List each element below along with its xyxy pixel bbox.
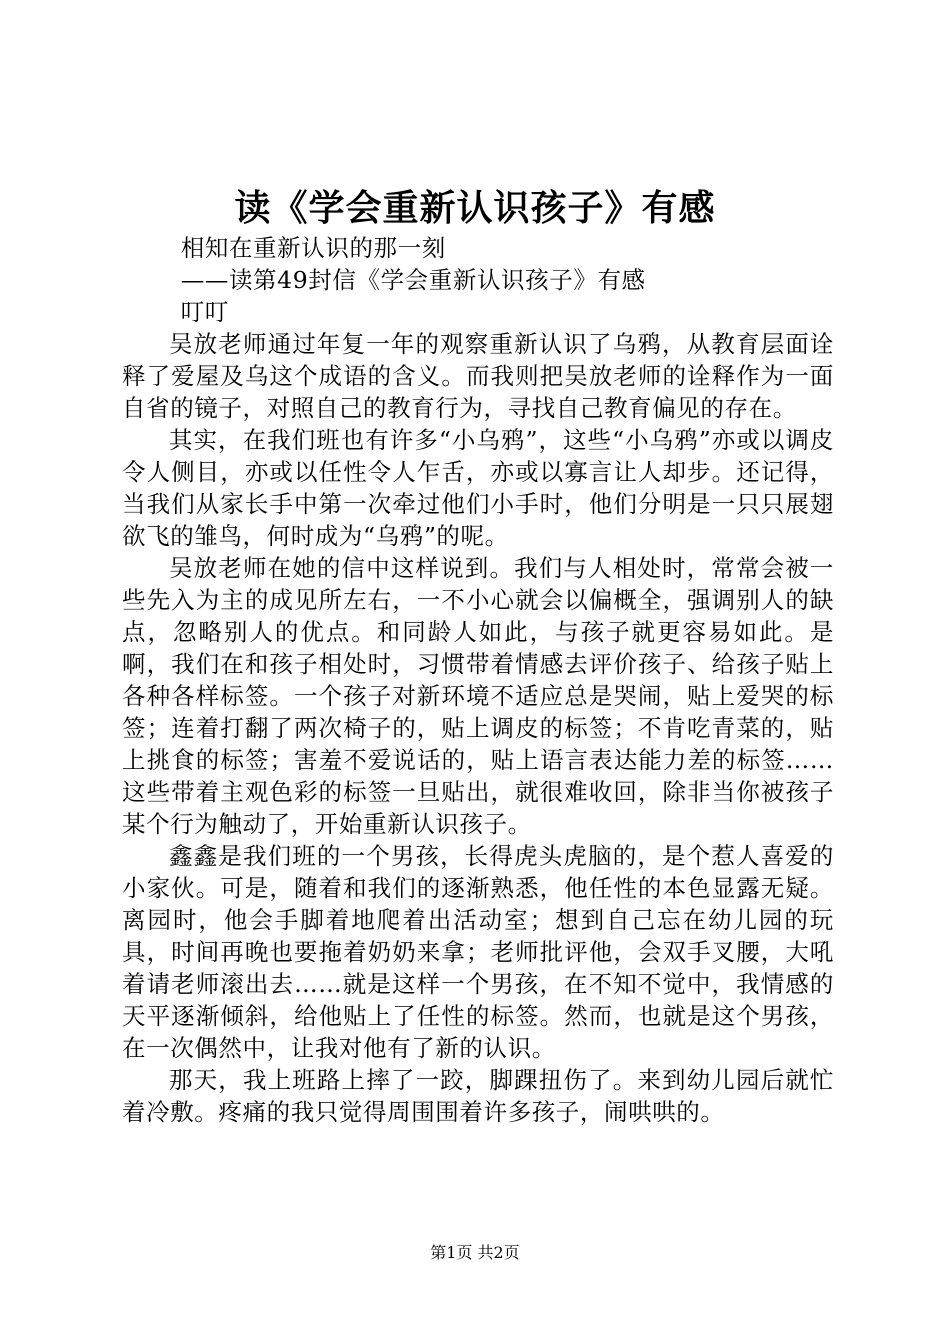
paragraph: 那天，我上班路上摔了一跤，脚踝扭伤了。来到幼儿园后就忙着冷敷。疼痛的我只觉得周围围着许多孩子，闹哄哄的。 (122, 1066, 834, 1126)
paragraph: 其实，在我们班也有许多“小乌鸦”，这些“小乌鸦”亦或以调皮令人侧目，亦或以任性令人乍舌，亦或以寡言让人却步。还记得，当我们从家长手中第一次牵过他们小手时，他们分明是一只只展翅欲飞的雏鸟，何时成为“乌鸦”的呢。 (122, 426, 834, 550)
subtitle-line: 相知在重新认识的那一刻 (180, 234, 446, 262)
document-title: 读《学会重新认识孩子》有感 (234, 187, 716, 229)
subtitle-source-line: ——读第49封信《学会重新认识孩子》有感 (180, 266, 646, 294)
paragraph: 鑫鑫是我们班的一个男孩，长得虎头虎脑的，是个惹人喜爱的小家伙。可是，随着和我们的逐渐熟悉，他任性的本色显露无疑。离园时，他会手脚着地爬着出活动室；想到自己忘在幼儿园的玩具，时间再晚也要拖着奶奶来拿；老师批评他，会双手叉腰，大吼着请老师滚出去……就是这样一个男孩，在不知不觉中，我情感的天平逐渐倾斜，给他贴上了任性的标签。然而，也就是这个男孩，在一次偶然中，让我对他有了新的认识。 (122, 842, 834, 1062)
page-number-footer: 第1页 共2页 (430, 1243, 520, 1262)
document-body (122, 232, 834, 1128)
paragraph: 吴放老师通过年复一年的观察重新认识了乌鸦，从教育层面诠释了爱屋及乌这个成语的含义。而我则把吴放老师的诠释作为一面自省的镜子，对照自己的教育行为，寻找自己教育偏见的存在。 (122, 330, 834, 422)
author-line: 叮叮 (180, 298, 229, 326)
paragraph: 吴放老师在她的信中这样说到。我们与人相处时，常常会被一些先入为主的成见所左右，一不小心就会以偏概全，强调别人的缺点，忽略别人的优点。和同龄人如此，与孩子就更容易如此。是啊，我们在和孩子相处时，习惯带着情感去评价孩子、给孩子贴上各种各样标签。一个孩子对新环境不适应总是哭闹，贴上爱哭的标签；连着打翻了两次椅子的，贴上调皮的标签；不肯吃青菜的，贴上挑食的标签；害羞不爱说话的，贴上语言表达能力差的标签……这些带着主观色彩的标签一旦贴出，就很难收回，除非当你被孩子某个行为触动了，开始重新认识孩子。 (122, 554, 834, 838)
